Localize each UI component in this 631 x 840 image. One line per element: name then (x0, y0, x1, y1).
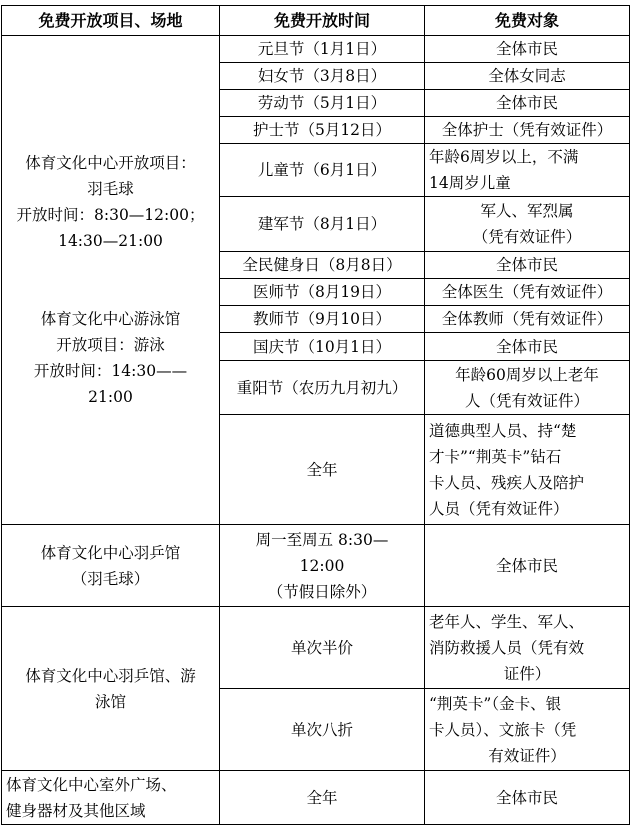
header-project: 免费开放项目、场地 (2, 6, 220, 36)
venue-line: 体育文化中心开放项目： (25, 154, 196, 172)
target-cell (425, 607, 630, 689)
target-line: 14周岁儿童 (429, 174, 511, 192)
time-cell: 重阳节（农历九月初九） (220, 361, 425, 415)
target-line: 才卡”“荆英卡”钻石 (429, 447, 562, 466)
target-line: “荆英卡”（金卡、银 (429, 694, 562, 713)
header-target: 免费对象 (425, 6, 630, 36)
target-cell: 全体市民 (425, 771, 630, 825)
target-line: 年龄60周岁以上老年 (455, 365, 599, 384)
target-cell: 全体女同志 (425, 63, 630, 90)
table-row (2, 525, 630, 607)
time-cell: 单次半价 (220, 607, 425, 689)
header-time: 免费开放时间 (220, 6, 425, 36)
time-cell: 医师节（8月19日） (220, 279, 425, 306)
venue-line: 泳馆 (94, 692, 126, 711)
venue-line: 开放时间：8:30—12:00； (16, 206, 205, 224)
target-line: 道德典型人员、持“楚 (429, 421, 577, 440)
target-line: 消防救援人员（凭有效 (429, 638, 585, 657)
target-line: 证件） (503, 664, 551, 683)
time-cell: 劳动节（5月1日） (220, 90, 425, 117)
venue-line: 14:30—21:00 (58, 232, 163, 250)
venue-line: 21:00 (88, 388, 133, 406)
venue-line: 开放时间：14:30—— (33, 362, 188, 380)
target-cell: 全体教师（凭有效证件） (425, 306, 630, 333)
time-cell (220, 525, 425, 607)
venue-line: 体育文化中心羽乒馆、游 (25, 666, 196, 685)
target-line: （凭有效证件） (472, 228, 582, 246)
target-line: 军人、军烈属 (480, 202, 574, 220)
venue-cell (2, 525, 220, 607)
table-row (2, 607, 630, 689)
time-cell: 护士节（5月12日） (220, 117, 425, 144)
venue-line: （羽毛球） (71, 569, 150, 588)
time-cell: 单次八折 (220, 689, 425, 771)
table-row (2, 771, 630, 825)
time-cell: 儿童节（6月1日） (220, 144, 425, 197)
venue-line: 健身器材及其他区域 (6, 801, 146, 820)
target-cell: 全体市民 (425, 36, 630, 63)
venue-cell (2, 607, 220, 771)
free-opening-table (1, 5, 630, 825)
time-cell: 教师节（9月10日） (220, 306, 425, 333)
target-line: 卡人员）、文旅卡（凭 (429, 720, 577, 739)
time-cell: 国庆节（10月1日） (220, 333, 425, 361)
target-cell: 全体市民 (425, 90, 630, 117)
venue-cell-main (2, 36, 220, 525)
target-cell: 全体市民 (425, 525, 630, 607)
time-line: 周一至周五 8:30— (255, 530, 389, 549)
target-cell (425, 415, 630, 525)
target-cell: 全体护士（凭有效证件） (425, 117, 630, 144)
target-cell: 全体市民 (425, 333, 630, 361)
target-line: 卡人员、残疾人及陪护 (429, 473, 585, 492)
target-cell (425, 144, 630, 197)
target-line: 年龄6周岁以上，不满 (429, 148, 579, 166)
time-line: （节假日除外） (267, 582, 377, 601)
venue-line: 开放项目：游泳 (56, 336, 165, 354)
time-cell: 全年 (220, 771, 425, 825)
target-cell: 全体市民 (425, 252, 630, 279)
venue-line: 体育文化中心室外广场、 (6, 775, 177, 794)
target-cell (425, 197, 630, 252)
venue-line: 体育文化中心羽乒馆 (40, 543, 181, 562)
header-row (2, 6, 630, 36)
target-line: 有效证件） (488, 746, 566, 765)
venue-line: 体育文化中心游泳馆 (40, 310, 181, 328)
time-line: 12:00 (299, 556, 345, 575)
target-line: 老年人、学生、军人、 (429, 612, 585, 631)
target-cell (425, 361, 630, 415)
time-cell: 元旦节（1月1日） (220, 36, 425, 63)
target-cell: 全体医生（凭有效证件） (425, 279, 630, 306)
time-cell: 全年 (220, 415, 425, 525)
time-cell: 妇女节（3月8日） (220, 63, 425, 90)
venue-cell (2, 771, 220, 825)
table-row (2, 36, 630, 63)
time-cell: 建军节（8月1日） (220, 197, 425, 252)
target-line: 人（凭有效证件） (464, 391, 589, 410)
venue-line: 羽毛球 (87, 180, 134, 198)
time-cell: 全民健身日（8月8日） (220, 252, 425, 279)
target-cell (425, 689, 630, 771)
target-line: 人员（凭有效证件） (429, 499, 569, 518)
